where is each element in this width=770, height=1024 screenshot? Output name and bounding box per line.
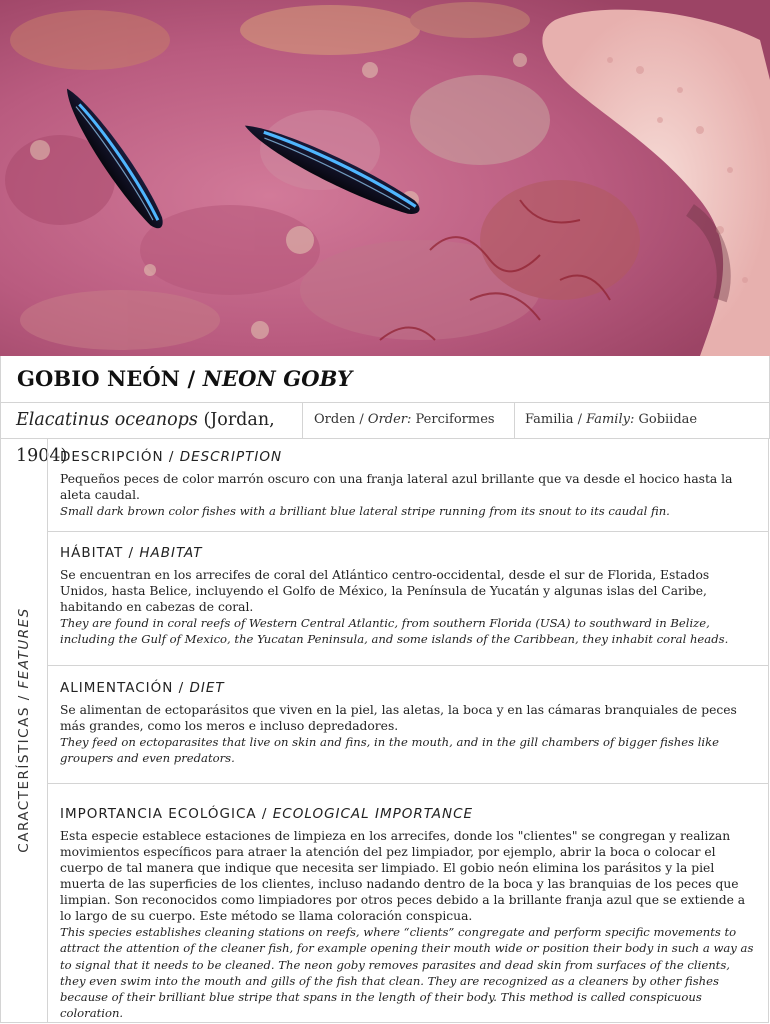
family-value: Gobiidae xyxy=(634,412,698,427)
family-label-es: Familia / xyxy=(525,412,587,427)
photo-illustration xyxy=(0,0,770,356)
order-label-es: Orden / xyxy=(314,412,368,427)
side-label-en: FEATURES xyxy=(16,607,32,689)
species-author: (Jordan, 1904) xyxy=(16,410,275,466)
heading-en: DIET xyxy=(189,680,225,696)
section-text-es: Esta especie establece estaciones de limpieza en los arrecifes, donde los "clientes" se congregan y realizan movimientos específicos para atraer la atención del pez limpiador, por ejemplo, abrir la boca o colocar el cuerpo de tal manera que indique que necesita ser limpiado. El gobio neón elimina los parásitos y la piel muerta de las superficies de los clientes, incluso nadando dentro de la boca y las branquias de los peces que limpian. Son reconocidos como limpiadores por otros peces debido a la brillante franja azul que se extiende a lo largo de su cuerpo. Este método se llama coloración conspicua. xyxy=(60,829,746,923)
section-text-en: They feed on ectoparasites that live on skin and fins, in the mouth, and in the gill chambers of bigger fishes like groupers and even predators. xyxy=(60,735,720,765)
order-value: Perciformes xyxy=(411,412,495,427)
heading-en: ECOLOGICAL IMPORTANCE xyxy=(272,806,474,822)
title-separator: / xyxy=(180,366,203,391)
section-heading xyxy=(60,680,754,696)
section-diet xyxy=(47,666,768,784)
section-text-es: Pequeños peces de color marrón oscuro con una franja lateral azul brillante que va desde el hocico hasta la aleta caudal. xyxy=(60,472,733,502)
species-name: Elacatinus oceanops xyxy=(16,410,198,430)
section-heading xyxy=(60,545,754,561)
section-text-en: Small dark brown color fishes with a brilliant blue lateral stripe running from its snout to its caudal fin. xyxy=(60,504,670,518)
section-text-es: Se alimentan de ectoparásitos que viven en la piel, las aletas, la boca y en las cámaras branquiales de peces más grandes, como los meros e incluso depredadores. xyxy=(60,703,737,733)
title-es: GOBIO NEÓN xyxy=(17,366,181,391)
family-label-en: Family: xyxy=(586,412,635,427)
section-text-en: This species establishes cleaning stations on reefs, where “clients” congregate and perform specific movements to attract the attention of the cleaner fish, for example opening their mouth wide or position their body in such a way as to signal that it needs to be cleaned. The neon goby removes parasites and dead skin from surfaces of the clients, they even swim into the mouth and gills of the fish that clean. They are recognized as a cleaners by other fishes because of their brilliant blue stripe that spans in the length of their body. This method is called conspicuous coloration. xyxy=(60,925,754,1021)
heading-en: HABITAT xyxy=(139,545,203,561)
section-ecological-importance xyxy=(47,784,768,1022)
section-habitat xyxy=(47,532,768,666)
order-label-en: Order: xyxy=(367,412,412,427)
heading-es: IMPORTANCIA ECOLÓGICA / xyxy=(60,806,273,822)
features-sections xyxy=(47,438,769,1023)
section-description xyxy=(47,438,768,532)
section-heading xyxy=(60,806,754,822)
features-side-label xyxy=(16,607,32,852)
title-row xyxy=(0,356,770,403)
page-title xyxy=(17,366,352,391)
section-text-es: Se encuentran en los arrecifes de coral del Atlántico centro-occidental, desde el sur de Florida, Estados Unidos, hasta Belice, incluyendo el Golfo de México, la Península de Yucatán y algunas islas del Caribe, habitando en cabezas de coral. xyxy=(60,568,710,614)
side-label-es: CARACTERÍSTICAS / xyxy=(16,688,32,853)
neon-goby-photo xyxy=(0,0,770,356)
heading-es: HÁBITAT / xyxy=(60,545,140,561)
heading-en: DESCRIPTION xyxy=(179,449,283,465)
section-heading xyxy=(60,449,754,465)
heading-es: ALIMENTACIÓN / xyxy=(60,680,190,696)
taxonomy-family xyxy=(515,402,769,438)
section-text-en: They are found in coral reefs of Western Central Atlantic, from southern Florida (USA) to southward in Belize, including the Gulf of Mexico, the Yucatan Peninsula, and some islands of the Caribbean, they inhabit coral heads. xyxy=(60,616,729,646)
features-side-column xyxy=(0,438,48,1023)
heading-es: DESCRIPCIÓN / xyxy=(60,449,180,465)
title-en: NEON GOBY xyxy=(202,366,353,391)
taxonomy-order xyxy=(303,402,515,438)
